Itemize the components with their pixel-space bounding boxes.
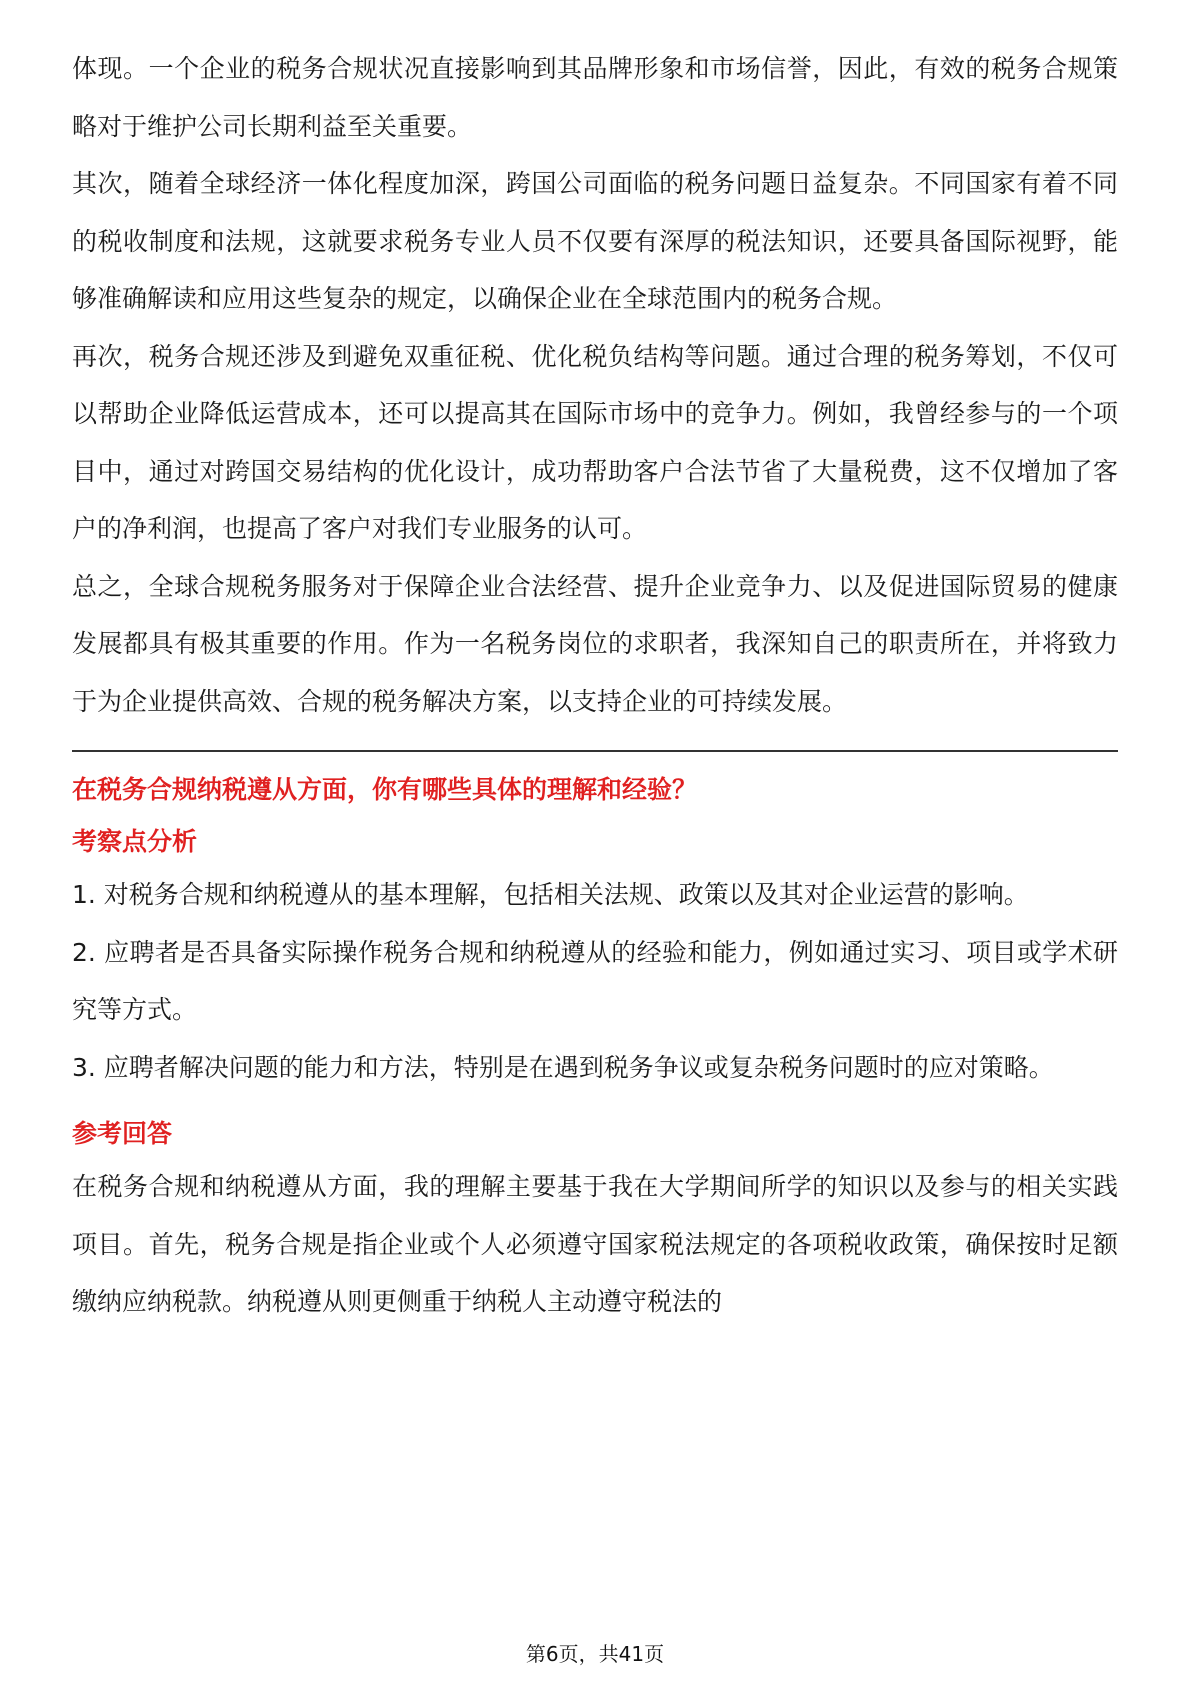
analysis-item: 1. 对税务合规和纳税遵从的基本理解，包括相关法规、政策以及其对企业运营的影响。 xyxy=(72,880,1029,909)
body-paragraph: 其次，随着全球经济一体化程度加深，跨国公司面临的税务问题日益复杂。不同国家有着不同的税收制度和法规，这就要求税务专业人员不仅要有深厚的税法知识，还要具备国际视野，能够准确解读和应用这些复杂的规定，以确保企业在全球范围内的税务合规。 xyxy=(72,169,1118,313)
analysis-heading: 考察点分析 xyxy=(72,827,198,856)
analysis-item: 2. 应聘者是否具备实际操作税务合规和纳税遵从的经验和能力，例如通过实习、项目或学术研究等方式。 xyxy=(72,937,1118,1024)
section-divider xyxy=(72,750,1118,752)
document-page xyxy=(72,40,1118,1331)
body-paragraph: 再次，税务合规还涉及到避免双重征税、优化税负结构等问题。通过合理的税务筹划，不仅可以帮助企业降低运营成本，还可以提高其在国际市场中的竞争力。例如，我曾经参与的一个项目中，通过对跨国交易结构的优化设计，成功帮助客户合法节省了大量税费，这不仅增加了客户的净利润，也提高了客户对我们专业服务的认可。 xyxy=(72,341,1118,543)
page-number: 第6页，共41页 xyxy=(525,1642,665,1666)
answer-heading: 参考回答 xyxy=(72,1119,173,1148)
body-paragraph: 体现。一个企业的税务合规状况直接影响到其品牌形象和市场信誉，因此，有效的税务合规策略对于维护公司长期利益至关重要。 xyxy=(72,54,1118,141)
interview-question: 在税务合规纳税遵从方面，你有哪些具体的理解和经验？ xyxy=(72,775,698,804)
analysis-item: 3. 应聘者解决问题的能力和方法，特别是在遇到税务争议或复杂税务问题时的应对策略。 xyxy=(72,1052,1054,1082)
body-paragraph: 总之，全球合规税务服务对于保障企业合法经营、提升企业竞争力、以及促进国际贸易的健康发展都具有极其重要的作用。作为一名税务岗位的求职者，我深知自己的职责所在，并将致力于为企业提供高效、合规的税务解决方案，以支持企业的可持续发展。 xyxy=(72,571,1118,716)
answer-paragraph: 在税务合规和纳税遵从方面，我的理解主要基于我在大学期间所学的知识以及参与的相关实践项目。首先，税务合规是指企业或个人必须遵守国家税法规定的各项税收政策，确保按时足额缴纳应纳税款。纳税遵从则更侧重于纳税人主动遵守税法的 xyxy=(72,1172,1118,1316)
